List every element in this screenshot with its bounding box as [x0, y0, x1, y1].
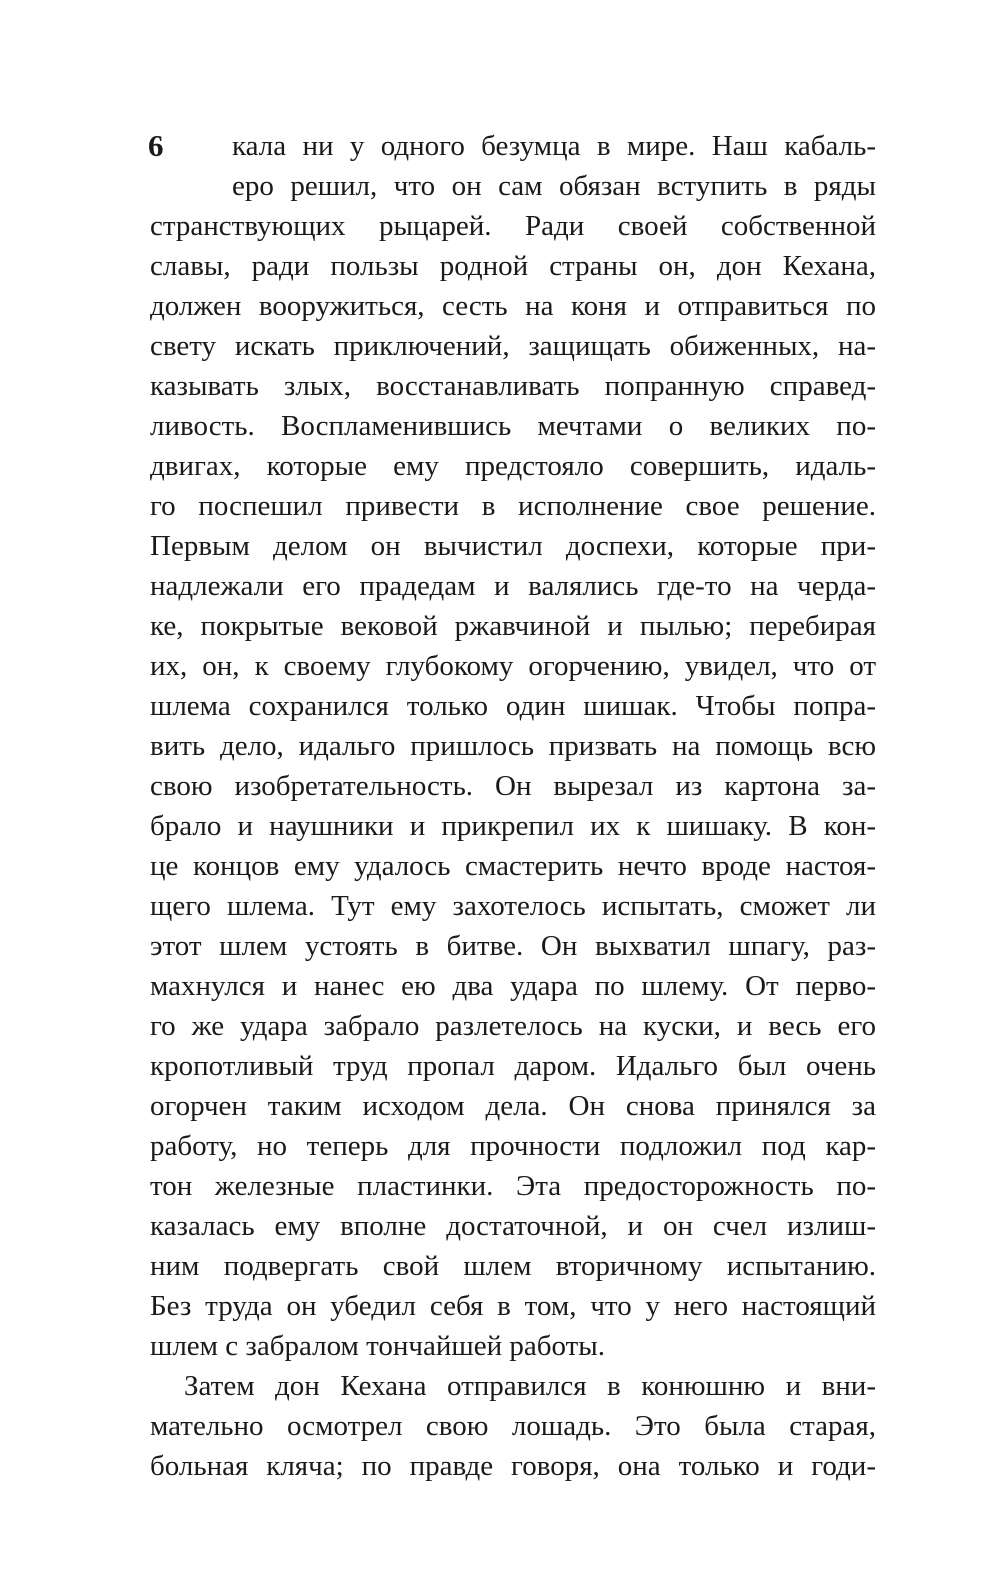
text-line: еро решил, что он сам обязан вступить в ряды — [232, 170, 876, 202]
text-line: Без труда он убедил себя в том, что у него настоящий — [150, 1290, 876, 1322]
text-line: Затем дон Кехана отправился в конюшню и вни- — [184, 1370, 876, 1402]
text-line: кропотливый труд пропал даром. Идальго был очень — [150, 1050, 876, 1082]
text-line: ним подвергать свой шлем вторичному испытанию. — [150, 1250, 876, 1282]
body-text — [150, 126, 876, 1486]
text-line: странствующих рыцарей. Ради своей собственной — [150, 210, 876, 242]
text-line: свету искать приключений, защищать обиженных, на- — [150, 330, 876, 362]
text-line: этот шлем устоять в битве. Он выхватил шпагу, раз- — [150, 930, 876, 962]
text-line: махнулся и нанес ею два удара по шлему. От перво- — [150, 970, 876, 1002]
text-line: брало и наушники и прикрепил их к шишаку. В кон- — [150, 810, 876, 842]
text-line: славы, ради пользы родной страны он, дон Кехана, — [150, 250, 876, 282]
text-line: го поспешил привести в исполнение свое решение. — [150, 490, 876, 522]
text-line: больная кляча; по правде говоря, она только и годи- — [150, 1450, 876, 1482]
text-line: го же удара забрало разлетелось на куски, и весь его — [150, 1010, 876, 1042]
text-line: кала ни у одного безумца в мире. Наш кабаль- — [232, 130, 876, 162]
text-line: шлема сохранился только один шишак. Чтобы попра- — [150, 690, 876, 722]
text-line: вить дело, идальго пришлось призвать на помощь всю — [150, 730, 876, 762]
text-line: их, он, к своему глубокому огорчению, увидел, что от — [150, 650, 876, 682]
text-line: ке, покрытые вековой ржавчиной и пылью; перебирая — [150, 610, 876, 642]
text-line: свою изобретательность. Он вырезал из картона за- — [150, 770, 876, 802]
text-line: огорчен таким исходом дела. Он снова принялся за — [150, 1090, 876, 1122]
text-line: надлежали его прадедам и валялись где-то на черда- — [150, 570, 876, 602]
text-line: казалась ему вполне достаточной, и он счел излиш- — [150, 1210, 876, 1242]
text-line: шлем с забралом тончайшей работы. — [150, 1330, 606, 1362]
text-line: це концов ему удалось смастерить нечто вроде настоя- — [150, 850, 876, 882]
text-line: казывать злых, восстанавливать попранную справед- — [150, 370, 876, 402]
text-line: Первым делом он вычистил доспехи, которые при- — [150, 530, 876, 562]
text-line: щего шлема. Тут ему захотелось испытать, сможет ли — [150, 890, 876, 922]
text-line: должен вооружиться, сесть на коня и отправиться по — [150, 290, 876, 322]
text-line: ливость. Воспламенившись мечтами о великих по- — [150, 410, 876, 442]
text-line: работу, но теперь для прочности подложил под кар- — [150, 1130, 876, 1162]
text-line: мательно осмотрел свою лошадь. Это была старая, — [150, 1410, 876, 1442]
text-line: двигах, которые ему предстояло совершить, идаль- — [150, 450, 876, 482]
text-line: тон железные пластинки. Эта предосторожность по- — [150, 1170, 876, 1202]
page-number: 6 — [148, 128, 164, 163]
